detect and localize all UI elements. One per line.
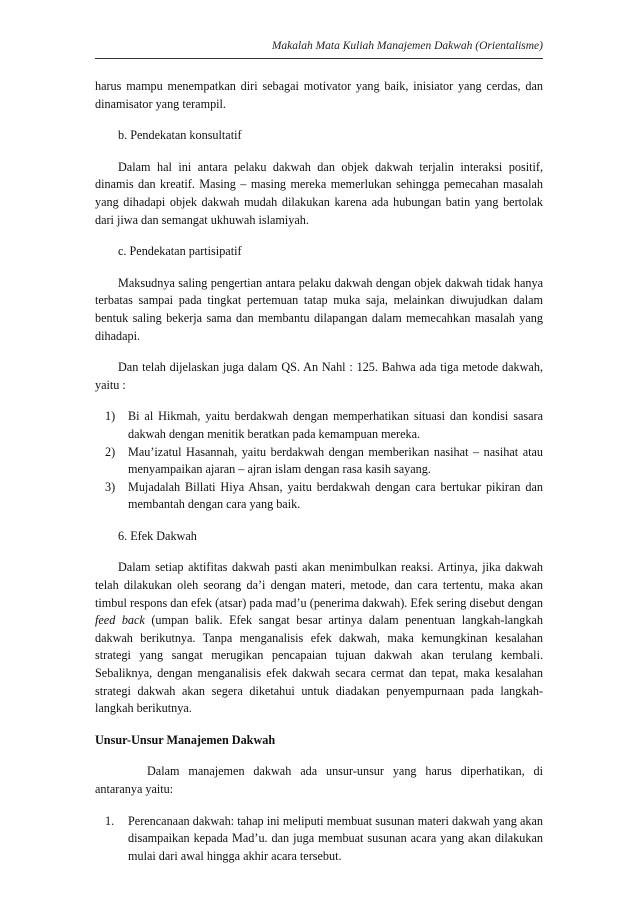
document-body [95,78,543,879]
methods-list [95,408,543,514]
list-item [95,444,543,479]
header-divider [95,58,543,59]
efek-text-italic: feed back [95,613,145,628]
paragraph-efek-dakwah [95,559,543,717]
list-item-number: 2) [105,444,116,459]
list-item [95,813,543,866]
unsur-list [95,813,543,866]
efek-text-part2: (umpan balik. Efek sangat besar artinya dalam penentuan langkah-langkah dakwah berikutnya. Tanpa menganalisis efek dakwah, maka kemungkinan kesalahan strategi yang sangat merugikan pencapaian tujuan dakwah akan terulang kembali. Sebaliknya, dengan menganalisis efek dakwah secara cermat dan tepat, maka kesalahan strategi dakwah akan segera diketahui untuk diadakan penyempurnaan pada langkah-langkah berikutnya. [95,613,543,716]
list-item-number: 1) [105,409,116,424]
list-item-text: Mau’izatul Hasannah, yaitu berdakwah dengan memberikan nasihat – nasihat atau menyampaikan ajaran – ajran islam dengan rasa kasih sayang. [128,444,543,477]
heading-unsur: Unsur-Unsur Manajemen Dakwah [95,732,276,747]
list-item-text: Mujadalah Billati Hiya Ahsan, yaitu berdakwah dengan cara bertukar pikiran dan membantah dengan cara yang baik. [128,479,543,512]
subheading-konsultatif: b. Pendekatan konsultatif [118,128,242,143]
list-item [95,408,543,443]
page-header: Makalah Mata Kuliah Manajemen Dakwah (Orientalisme) [271,40,543,52]
section-heading-efek-dakwah: 6. Efek Dakwah [118,528,197,543]
list-item-text: Perencanaan dakwah: tahap ini meliputi membuat susunan materi dakwah yang akan disampaikan kepada Mad’u. dan juga membuat susunan acara yang akan dilakukan mulai dari awal hingga akhir acara tersebut. [128,813,543,863]
list-item-number: 3) [105,479,116,494]
paragraph-partisipatif: Maksudnya saling pengertian antara pelaku dakwah dengan objek dakwah tidak hanya terbatas sampai pada tingkat pertemuan tatap muka saja, melainkan diwujudkan dalam bentuk saling bekerja sama dan membantu dilapangan dalam memecahkan masalah yang dihadapi. [95,275,543,343]
efek-text-part1: Dalam setiap aktifitas dakwah pasti akan menimbulkan reaksi. Artinya, jika dakwah telah dilakukan oleh seorang da’i dengan materi, metode, dan cara tertentu, maka akan timbul respons dan efek (atsar) pada mad’u (penerima dakwah). Efek sering disebut dengan [95,560,543,610]
paragraph-continuation: harus mampu menempatkan diri sebagai motivator yang baik, inisiator yang cerdas, dan dinamisator yang terampil. [95,79,543,111]
paragraph-an-nahl: Dan telah dijelaskan juga dalam QS. An Nahl : 125. Bahwa ada tiga metode dakwah, yaitu : [95,360,543,392]
subheading-partisipatif: c. Pendekatan partisipatif [118,244,242,259]
list-item-text: Bi al Hikmah, yaitu berdakwah dengan memperhatikan situasi dan kondisi sasara dakwah dengan menitik beratkan pada kemampuan mereka. [128,409,543,441]
paragraph-konsultatif: Dalam hal ini antara pelaku dakwah dan objek dakwah terjalin interaksi positif, dinamis dan kreatif. Masing – masing mereka memerlukan sehingga pemecahan masalah yang dihadapi objek dakwah mudah dilakukan karena ada hubungan batin yang bertolak dari jiwa dan semangat ukhuwah islamiyah. [95,159,543,227]
list-item [95,479,543,514]
list-item-number: 1. [105,813,115,828]
paragraph-unsur-intro: Dalam manajemen dakwah ada unsur-unsur yang harus diperhatikan, di antaranya yaitu: [95,764,543,796]
